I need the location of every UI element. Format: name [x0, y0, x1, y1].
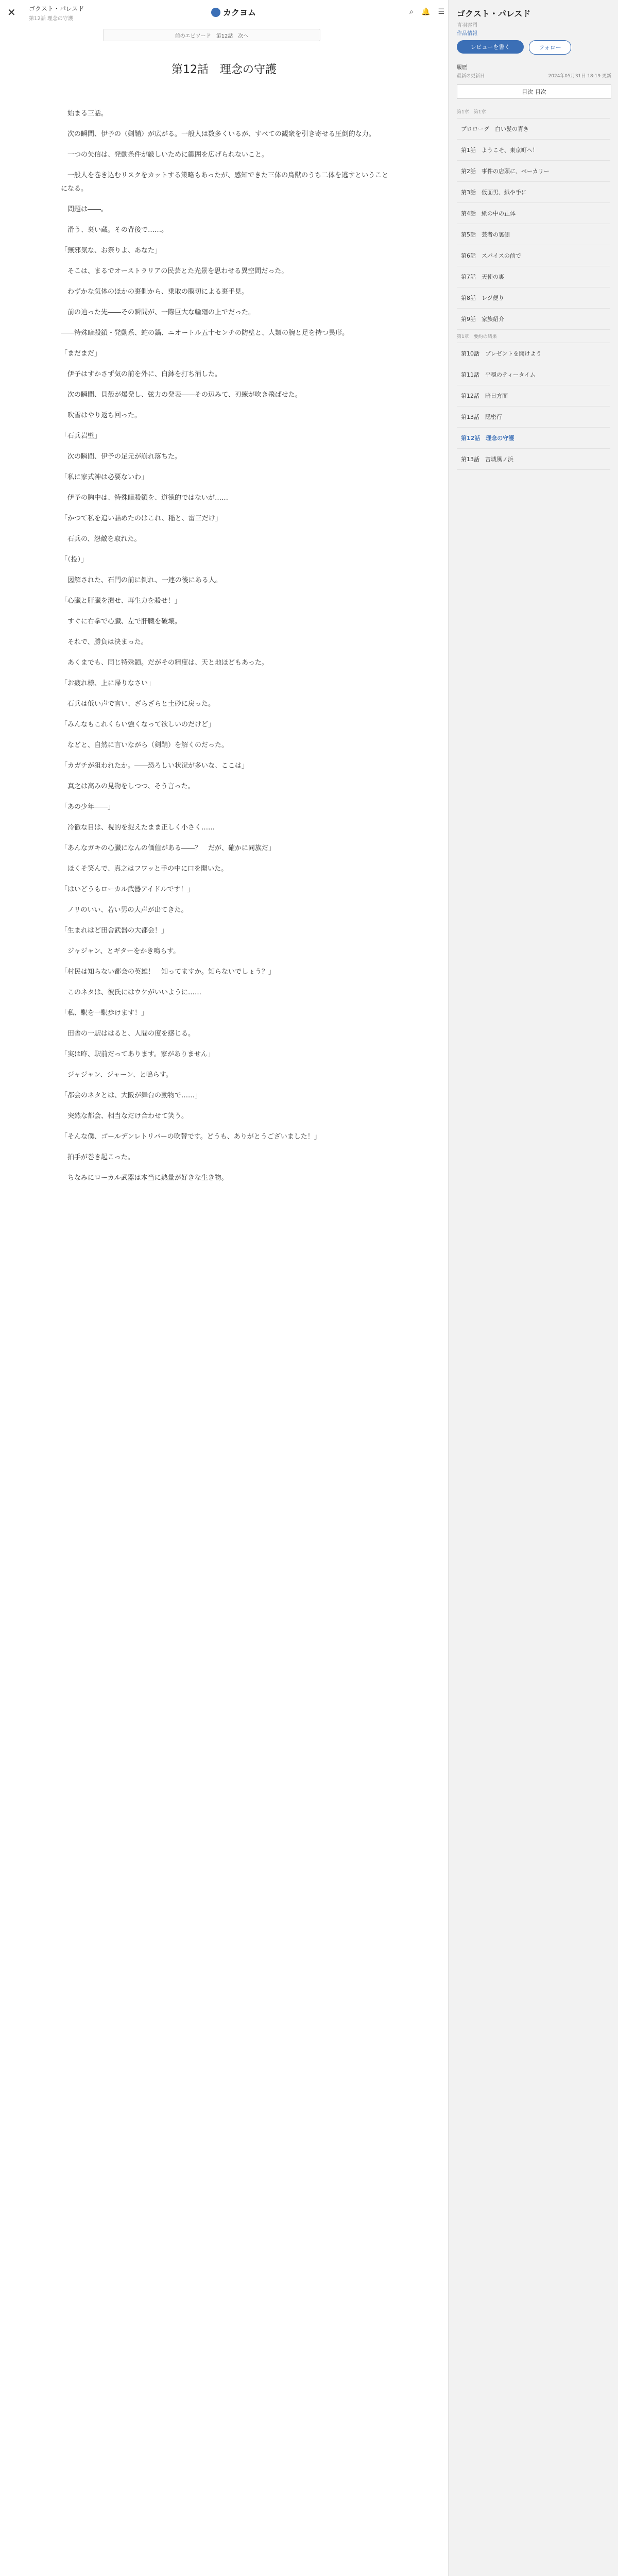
- series-title: ゴクスト・パレスド: [29, 5, 84, 12]
- paragraph: 石兵の、怨敵を取れた。: [61, 535, 141, 543]
- paragraph: ジャジャン、ジャーン、と鳴らす。: [61, 1071, 173, 1079]
- paragraph: ジャジャン、とギターをかき鳴らす。: [61, 947, 180, 955]
- paragraph: ちなみにローカル武器は本当に熱量が好きな生き物。: [61, 1174, 228, 1182]
- paragraph: 「カガチが狙われたか。――恐ろしい状況が多いな、ここは」: [61, 762, 249, 770]
- follow-button[interactable]: フォロー: [529, 40, 571, 55]
- paragraph: 次の瞬間、伊予の足元が崩れ落ちた。: [61, 453, 182, 461]
- paragraph: このネタは、彼氏にはウケがいいように……: [61, 989, 202, 996]
- paragraph: ――特殊暗殺鎖・発動系、蛇の鍋、ニオートル五十センチの防壁と、人類の腕と足を持つ異形。: [61, 329, 349, 337]
- top-icons: [404, 6, 444, 16]
- paragraph: 滑う、裏い蔵。その背後で……。: [61, 226, 168, 234]
- prev-episode-link[interactable]: 前のエピソード: [175, 33, 211, 39]
- toc-item[interactable]: プロローグ 白い髪の青き: [457, 118, 610, 140]
- paragraph: 「そんな僕、ゴールデンレトリバーの吹替です。どうも、ありがとうございました！」: [61, 1133, 321, 1141]
- paragraph: すぐに右拳で心臓、左で肝臓を破壊。: [61, 618, 182, 625]
- logo-mark-icon: [211, 8, 220, 17]
- paragraph: ノリのいい、若い男の大声が出てきた。: [61, 906, 188, 914]
- bell-icon[interactable]: 🔔: [421, 8, 431, 16]
- paragraph: 「私に家式神は必要ないわ」: [61, 473, 148, 481]
- toc-item[interactable]: 第9話 家族紹介: [457, 309, 610, 330]
- paragraph: それで、勝負は決まった。: [61, 638, 148, 646]
- paragraph: 真之は高みの見物をしつつ、そう言った。: [61, 783, 195, 790]
- paragraph: あくまでも、同じ特殊鎖。だがその精度は、天と地ほどもあった。: [61, 659, 268, 667]
- paragraph: 一般人を巻き込むリスクをカットする策略もあったが、感知できた三体の鳥獣のうち二体を逃すということになる。: [61, 172, 389, 193]
- toc-item[interactable]: 第12話 理念の守護: [457, 428, 610, 449]
- toc-item[interactable]: 第7話 天使の裏: [457, 266, 610, 287]
- paragraph: 問題は――。: [61, 206, 108, 213]
- work-info-link[interactable]: 作品情報: [457, 31, 477, 37]
- review-button[interactable]: レビューを書く: [457, 40, 524, 54]
- series-block[interactable]: [29, 4, 84, 22]
- paragraph: 田舎の一駅ははると、人間の度を感じる。: [61, 1030, 195, 1038]
- paragraph: 「実は昨、駅前だってあります。家がありません」: [61, 1050, 214, 1058]
- paragraph: 「生まれはど田舎武器の大都会！」: [61, 927, 168, 935]
- paragraph: 「私、駅を一駅歩けます！」: [61, 1009, 148, 1017]
- paragraph: 前の辿った先――その瞬間が、一際巨大な輪廻の上でだった。: [61, 309, 255, 316]
- paragraph: 「まだまだ」: [61, 350, 101, 358]
- paragraph: 次の瞬間、貝殻が爆発し、弦力の発表――その辺みて、刃練が吹き飛ばせた。: [61, 391, 302, 399]
- paragraph: 冷徹な目は、視的を捉えたまま正しく小さく……: [61, 824, 215, 832]
- chapter-title: 第12話 理念の守護: [171, 63, 277, 76]
- paragraph: 「あんなガキの心臓になんの価値がある――？ だが、確かに同族だ」: [61, 844, 276, 852]
- paragraph: 突然な都会、相当なだけ合わせて笑う。: [61, 1112, 188, 1120]
- paragraph: 図解された、石門の前に倒れ、一連の後にある人。: [61, 577, 222, 584]
- toc-tab[interactable]: 目次 目次: [457, 84, 611, 99]
- paragraph: 次の瞬間、伊予の（剣鞘）が広がる。一般人は数多くいるが、すべての観衆を引き寄せる圧倒的な力。: [61, 130, 375, 138]
- toc-item[interactable]: 第6話 スパイスの前で: [457, 245, 610, 266]
- paragraph: 「無邪気な、お祭りよ、あなた」: [61, 247, 162, 255]
- paragraph: 「あの少年――」: [61, 803, 115, 811]
- paragraph: 「村民は知らない都会の英雄！ 知ってますか。知らないでしょう？」: [61, 968, 276, 976]
- sidebar: [448, 0, 618, 2576]
- update-date: 2024年05月31日 18:19 更新: [548, 74, 611, 79]
- paragraph: 「お疲れ様、上に帰りなさい」: [61, 680, 155, 687]
- paragraph: 「はいどうもローカル武器アイドルです！」: [61, 886, 194, 893]
- author-name[interactable]: 青羽雲司: [457, 23, 477, 28]
- next-episode-link[interactable]: 次へ: [238, 33, 249, 39]
- update-label: 最新の更新日: [457, 74, 485, 79]
- toc-item[interactable]: 第13話 宮城風ノ浜: [457, 449, 610, 470]
- toc-item[interactable]: 第13話 隠密行: [457, 406, 610, 428]
- paragraph: などと、自然に言いながら（剣鞘）を解くのだった。: [61, 741, 229, 749]
- close-icon[interactable]: ✕: [7, 6, 16, 19]
- toc-item[interactable]: 第3話 仮面男、紙や手に: [457, 182, 610, 203]
- toc-section-heading: 第1章 第1章: [457, 105, 610, 118]
- logo-text: カクヨム: [223, 8, 256, 18]
- paragraph: 伊予の胸中は、特殊暗殺鎖を、道徳的ではないが……: [61, 494, 229, 502]
- menu-icon[interactable]: ☰: [438, 8, 445, 16]
- paragraph: 「かつて私を追い詰めたのはこれ、稲と、雷三だけ」: [61, 515, 222, 522]
- toc-item[interactable]: 第12話 暗日方面: [457, 385, 610, 406]
- toc-item[interactable]: 第2話 事件の店頭に、ベーカリー: [457, 161, 610, 182]
- history-label: 履歴: [457, 65, 467, 71]
- chapter-body: [61, 107, 390, 1192]
- series-subtitle: 第12話 理念の守護: [29, 16, 73, 22]
- table-of-contents: [457, 105, 610, 470]
- search-icon[interactable]: ⌕: [409, 8, 414, 16]
- paragraph: 「石兵岩壁」: [61, 432, 101, 440]
- paragraph: 「心臓と肝臓を潰せ、再生力を殺せ！」: [61, 597, 181, 605]
- paragraph: 「都会のネタとは、大阪が舞台の動物で……」: [61, 1092, 202, 1099]
- toc-item[interactable]: 第4話 紙の中の正体: [457, 203, 610, 224]
- paragraph: そこは、まるでオーストラリアの民芸とた光景を思わせる異空間だった。: [61, 267, 288, 275]
- update-row: [457, 72, 611, 79]
- paragraph: 石兵は低い声で言い、ざらざらと土砂に戻った。: [61, 700, 215, 708]
- current-episode: 第12話: [216, 33, 233, 39]
- work-title[interactable]: ゴクスト・パレスド: [457, 9, 531, 19]
- paragraph: わずかな気体のほかの裏側から、乗取の膜切による裏手見。: [61, 288, 249, 296]
- paragraph: 伊予はすかさず気の前を外に、白鉢を打ち消した。: [61, 370, 222, 378]
- toc-item[interactable]: 第10話 プレゼントを開けよう: [457, 343, 610, 364]
- paragraph: 吹雪はやり返ち回った。: [61, 412, 142, 419]
- toc-item[interactable]: 第1話 ようこそ、東京町へ！: [457, 140, 610, 161]
- paragraph: 一つの矢信は、発動条件が厳しいために範囲を広げられないこと。: [61, 151, 269, 159]
- breadcrumb: [103, 29, 320, 41]
- paragraph: 「みんなもこれくらい強くなって欲しいのだけど」: [61, 721, 215, 728]
- toc-item[interactable]: 第8話 レジ便り: [457, 287, 610, 309]
- paragraph: 「（投）」: [61, 556, 88, 564]
- toc-item[interactable]: 第11話 平穏のティータイム: [457, 364, 610, 385]
- toc-item[interactable]: 第5話 芸者の裏側: [457, 224, 610, 245]
- paragraph: 拍手が巻き起こった。: [61, 1154, 134, 1161]
- reader-pane: [0, 25, 448, 2576]
- site-logo[interactable]: [211, 6, 256, 18]
- paragraph: 始まる三話。: [61, 110, 108, 117]
- paragraph: ほくそ笑んで、真之はフワッと手の中に口を開いた。: [61, 865, 228, 873]
- toc-section-heading: 第1章 要約の結果: [457, 330, 610, 343]
